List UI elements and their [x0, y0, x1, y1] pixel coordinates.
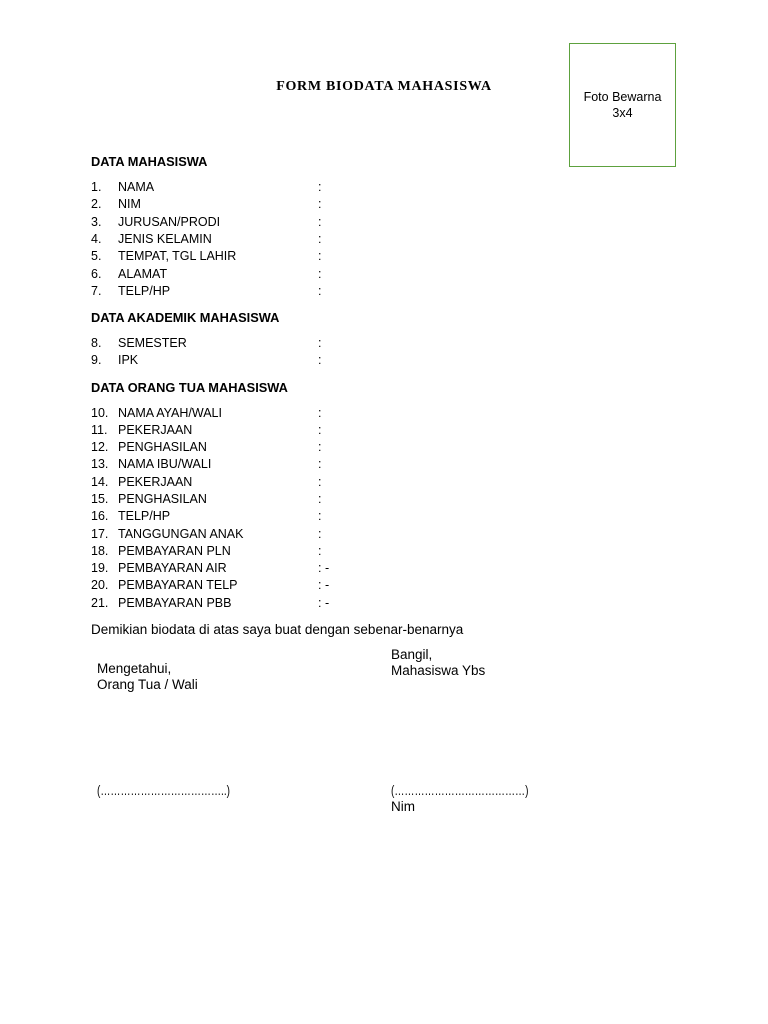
field-row-nama-ayah-wali [91, 405, 611, 422]
field-row-nama-ibu-wali [91, 456, 611, 473]
signature-block-parent [97, 661, 198, 694]
field-label: PENGHASILAN [118, 491, 207, 506]
field-row-nama [91, 179, 611, 196]
field-row-pembayaran-telp [91, 577, 611, 594]
field-row-telp-hp [91, 283, 611, 300]
field-row-jenis-kelamin [91, 231, 611, 248]
field-label: IPK [118, 353, 139, 368]
signature-blank-student: (…………………………………) [391, 783, 529, 798]
field-number: 19. [91, 561, 109, 576]
field-row-telp-hp-orang-tua [91, 508, 611, 525]
field-label: PEMBAYARAN PLN [118, 543, 231, 558]
field-separator: : - [318, 561, 330, 576]
photo-box-size: 3x4 [612, 106, 633, 120]
photo-box-caption [570, 89, 675, 121]
field-separator: : [318, 543, 322, 558]
signature-line-parent [97, 783, 276, 799]
field-separator: : [318, 197, 322, 212]
field-row-pembayaran-pln [91, 543, 611, 560]
field-row-nim [91, 196, 611, 213]
field-label: NIM [118, 197, 141, 212]
field-row-penghasilan-ibu [91, 491, 611, 508]
declaration-statement: Demikian biodata di atas saya buat dengan sebenar-benarnya [91, 621, 464, 637]
signature-place: Bangil, [391, 647, 433, 662]
field-number: 10. [91, 405, 109, 420]
field-number: 16. [91, 509, 109, 524]
signature-line-student [391, 783, 576, 815]
field-label: NAMA IBU/WALI [118, 457, 212, 472]
field-label: TEMPAT, TGL LAHIR [118, 249, 237, 264]
section-heading-data-mahasiswa: DATA MAHASISWA [91, 154, 208, 170]
field-number: 8. [91, 336, 102, 351]
field-label: PEMBAYARAN TELP [118, 578, 238, 593]
field-separator: : [318, 214, 322, 229]
section-heading-data-orang-tua: DATA ORANG TUA MAHASISWA [91, 379, 288, 395]
field-number: 14. [91, 474, 109, 489]
field-separator: : [318, 180, 322, 195]
field-number: 15. [91, 491, 109, 506]
field-label: TELP/HP [118, 283, 171, 298]
field-number: 13. [91, 457, 109, 472]
field-separator: : [318, 283, 322, 298]
field-label: PENGHASILAN [118, 440, 207, 455]
signature-student-role: Mahasiswa Ybs [391, 663, 486, 678]
field-number: 5. [91, 249, 102, 264]
field-list-data-mahasiswa [91, 179, 611, 300]
field-number: 18. [91, 543, 109, 558]
field-separator: : [318, 231, 322, 246]
field-list-data-akademik [91, 335, 611, 370]
field-number: 11. [91, 422, 108, 437]
field-number: 7. [91, 283, 102, 298]
field-label: ALAMAT [118, 266, 168, 281]
field-number: 21. [91, 595, 109, 610]
photo-box-label: Foto Bewarna [583, 90, 662, 104]
field-label: JENIS KELAMIN [118, 231, 212, 246]
field-label: PEKERJAAN [118, 474, 193, 489]
field-number: 12. [91, 440, 109, 455]
field-separator: : [318, 353, 322, 368]
section-heading-data-akademik: DATA AKADEMIK MAHASISWA [91, 310, 280, 326]
field-number: 1. [91, 180, 102, 195]
field-row-alamat [91, 266, 611, 283]
field-separator: : [318, 249, 322, 264]
field-number: 20. [91, 578, 109, 593]
field-separator: : [318, 266, 322, 281]
field-label: NAMA [118, 180, 155, 195]
field-separator: : - [318, 578, 330, 593]
field-separator: : [318, 474, 322, 489]
form-title: FORM BIODATA MAHASISWA [276, 79, 492, 94]
field-separator: : [318, 405, 322, 420]
field-number: 4. [91, 231, 102, 246]
field-row-pembayaran-air [91, 560, 611, 577]
field-number: 17. [91, 526, 109, 541]
field-label: JURUSAN/PRODI [118, 214, 221, 229]
field-label: TANGGUNGAN ANAK [118, 526, 244, 541]
field-row-ipk [91, 352, 611, 369]
signature-student-id-label: Nim [391, 799, 415, 814]
field-number: 6. [91, 266, 102, 281]
field-number: 2. [91, 197, 102, 212]
field-separator: : [318, 509, 322, 524]
field-separator: : [318, 336, 322, 351]
field-row-semester [91, 335, 611, 352]
form-content [91, 153, 611, 621]
field-label: PEMBAYARAN AIR [118, 561, 227, 576]
field-row-tempat-tgl-lahir [91, 248, 611, 265]
field-label: SEMESTER [118, 336, 187, 351]
field-label: PEKERJAAN [118, 422, 193, 437]
field-row-pembayaran-pbb [91, 595, 611, 612]
field-label: NAMA AYAH/WALI [118, 405, 222, 420]
field-list-data-orang-tua [91, 405, 611, 613]
signature-blank-parent: (………………………………..) [97, 783, 230, 798]
signature-block-student [391, 647, 485, 679]
field-separator: : [318, 526, 322, 541]
field-separator: : [318, 457, 322, 472]
field-number: 9. [91, 353, 102, 368]
field-label: TELP/HP [118, 509, 171, 524]
field-separator: : [318, 440, 322, 455]
field-row-penghasilan-ayah [91, 439, 611, 456]
field-row-pekerjaan-ibu [91, 474, 611, 491]
field-separator: : [318, 491, 322, 506]
field-separator: : - [318, 595, 330, 610]
field-label: PEMBAYARAN PBB [118, 595, 232, 610]
photo-box [569, 43, 676, 167]
field-number: 3. [91, 214, 102, 229]
signature-parent-acknowledge: Mengetahui, [97, 660, 172, 676]
field-row-tanggungan-anak [91, 526, 611, 543]
signature-parent-role: Orang Tua / Wali [97, 677, 198, 693]
field-separator: : [318, 422, 322, 437]
field-row-jurusan-prodi [91, 214, 611, 231]
field-row-pekerjaan-ayah [91, 422, 611, 439]
